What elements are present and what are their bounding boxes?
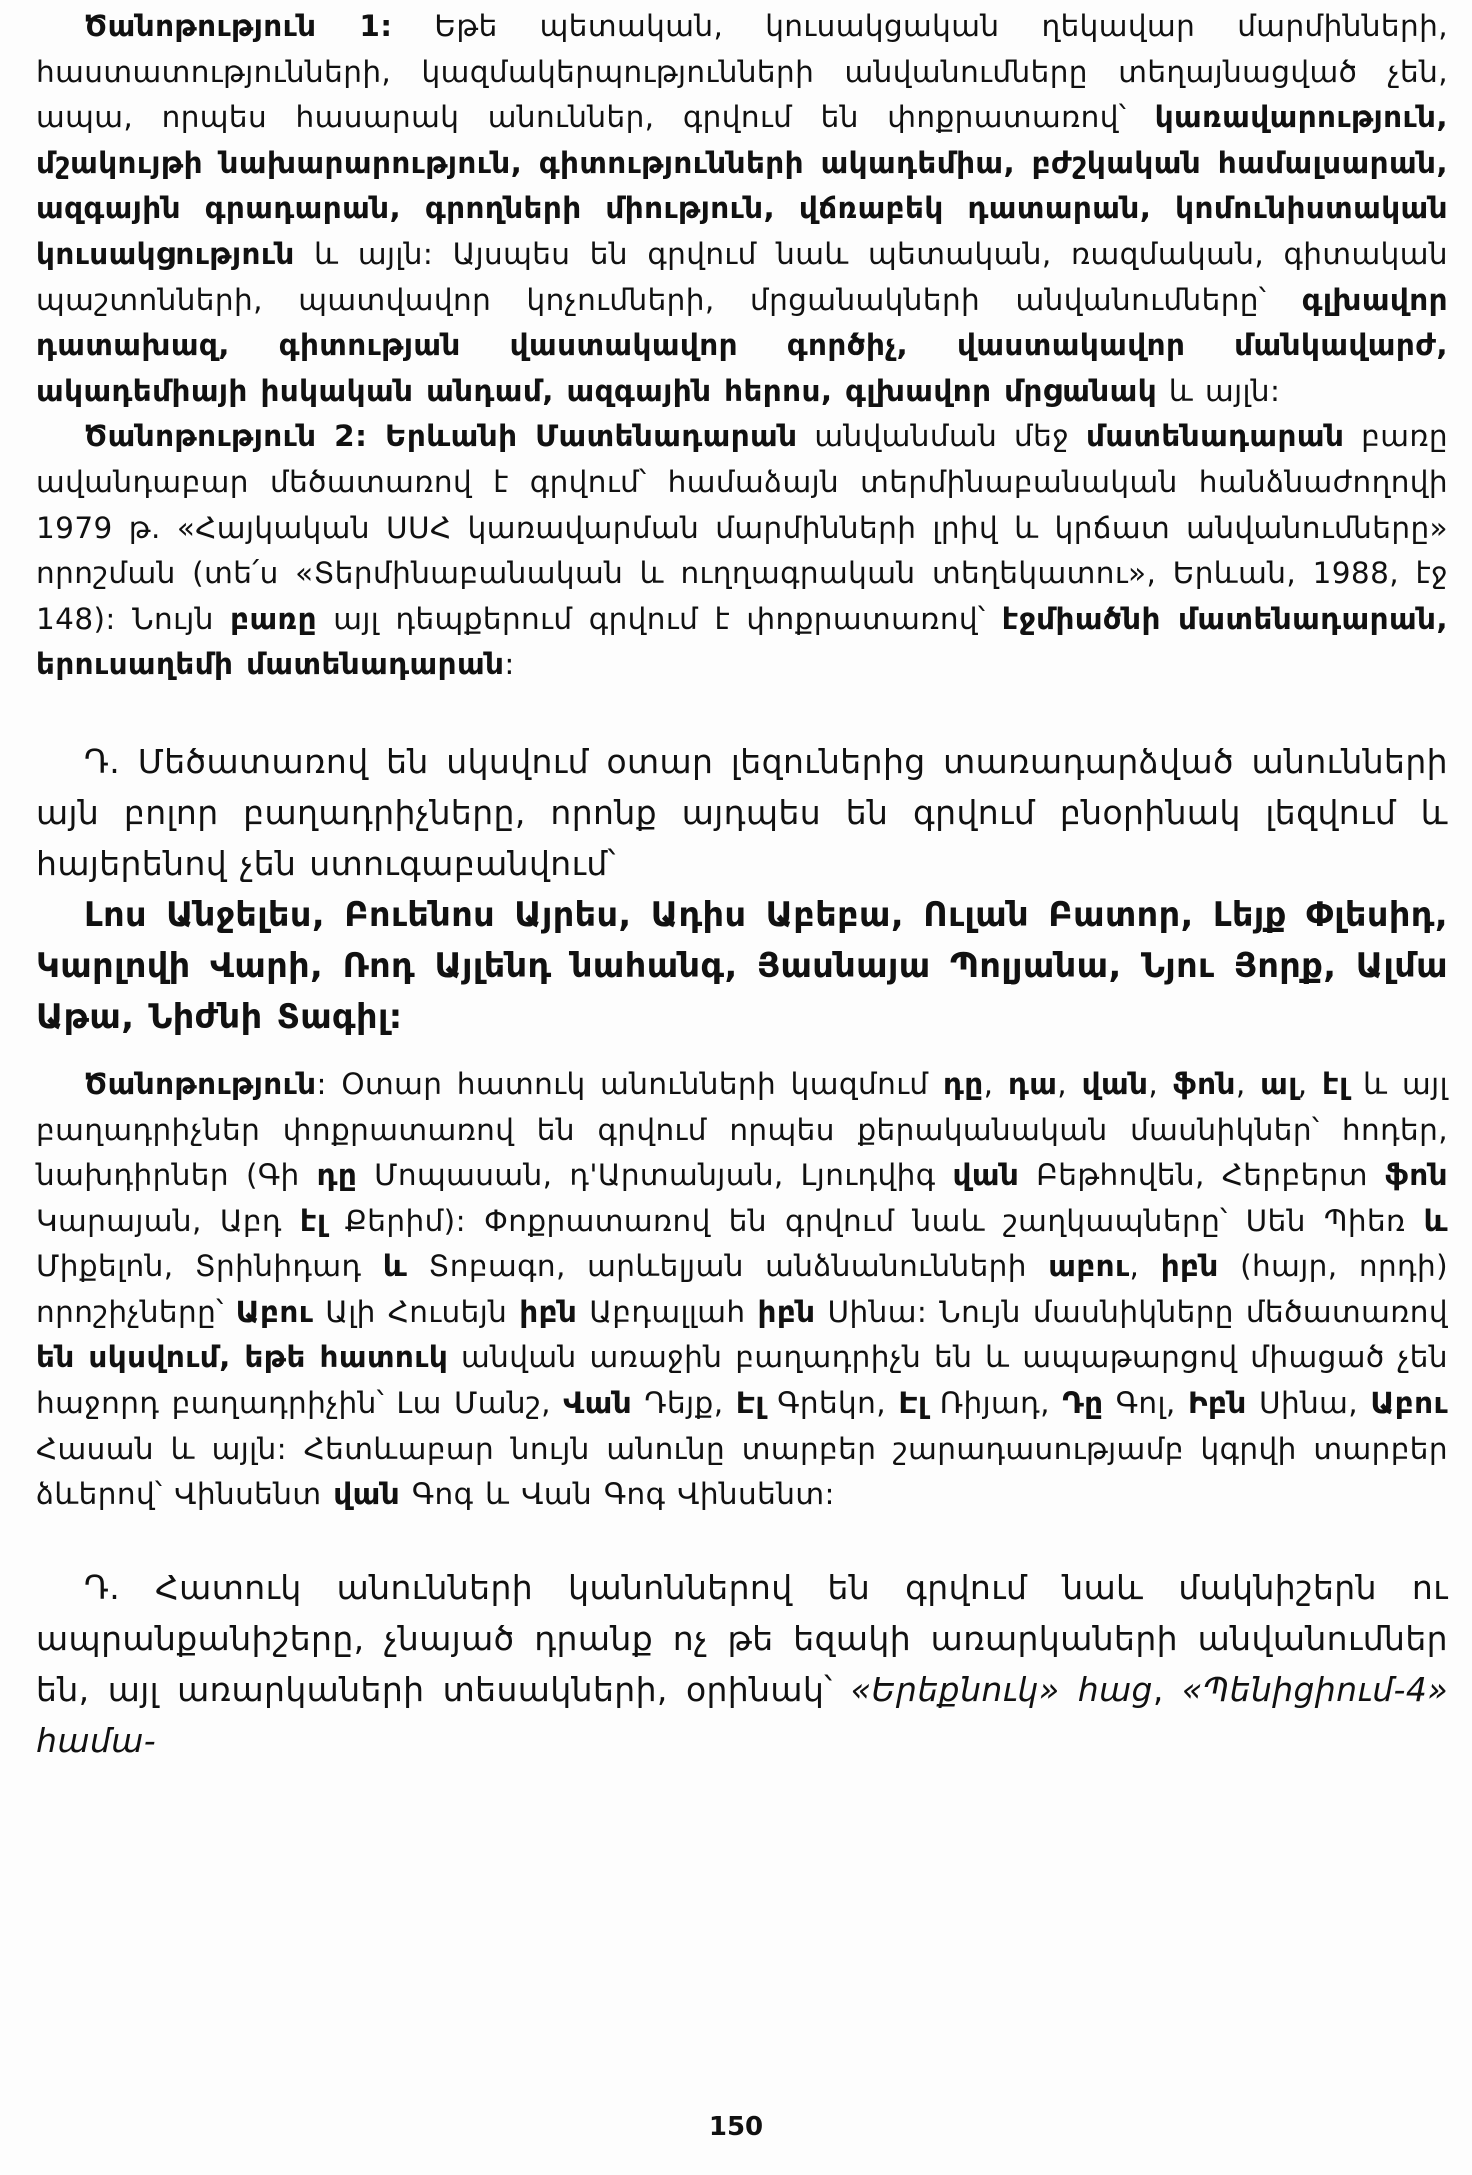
note-paragraph-3: Ծանոթություն: Օտար հատուկ անունների կազմում դը, դա, վան, ֆոն, ալ, էլ և այլ բաղադրիչներ փոքրատառով են գրվում որպես քերականական մասնիկներ՝ հոդեր, նախդիրներ (Գի դը Մոպասան, դ'Արտանյան, Լյուդվիգ վան Բեթհովեն, Հերբերտ ֆոն Կարայան, Աբդ էլ Քերիմ): Փոքրատառով են գրվում նաև շաղկապները՝ Սեն Պիեռ և Միքելոն, Տրինիդադ և Տոբագո, արևելյան անձնանունների աբու, իբն (հայր, որդի) որոշիչները՝ Աբու Ալի Հուսեյն իբն Աբդալլահ իբն Սինա: Նույն մասնիկները մեծատառով են սկսվում, եթե հատուկ անվան առաջին բաղադրիչն են և ապաթարցով միացած չեն հաջորդ բաղադրիչին՝ Լա Մանշ, Վան Դեյք, Էլ Գրեկո, Էլ Ռիյադ, Դը Գոլ, Իբն Սինա, Աբու Հասան և այլն: Հետևաբար նույն անունը տարբեր շարադասությամբ կգրվի տարբեր ձևերով՝ Վինսենտ վան Գոգ և Վան Գոգ Վինսենտ: [36,1066,1449,1512]
examples-paragraph: Լոս Անջելես, Բուենոս Այրես, Ադիս Աբեբա, Ուլան Բատոր, Լեյք Փլեսիդ, Կարլովի Վարի, Ռոդ Այլենդ նահանգ, Յասնայա Պոլյանա, Նյու Յորք, Ալմա Աթա, Նիժնի Տագիլ: [36,894,1448,1036]
note-text: : [504,647,515,682]
rule-paragraph-1: Դ. Մեծատառով են սկսվում օտար լեզուներից տառադարձված անունների այն բոլոր բաղադրիչները, որոնք այդպես են գրվում բնօրինակ լեզվում և հայերենով չեն ստուգաբանվում՝ [36,741,1448,883]
bold-term: բառը [230,601,317,636]
note-text: և այլն: [1157,373,1281,408]
note-paragraph-1 [36,4,1448,414]
bold-term: կառավարություն, մշակույթի նախարարություն, գիտությունների ակադեմիա, բժշկական համալսարան, ազգային գրադարան, գրողների միություն, վճռաբեկ դատարան, կոմունիստական կուսակցություն [36,100,1448,271]
italic-example: «Երեքնուկ» հաց [850,1669,1153,1709]
spacer [36,688,1448,736]
rule-paragraph-2: Դ. Հատուկ անունների կանոններով են գրվում նաև մակնիշերն ու ապրանքանիշերը, չնայած դրանք ոչ թե եզակի առարկաների անվանումներ են, այլ առարկաների տեսակների, օրինակ՝ «Երեքնուկ» հաց, «Պենիցիում-4» համա- [36,1567,1449,1760]
italic-example: «Պենիցիում-4» համա- [36,1669,1449,1760]
note-text: Եթե պետական, կուսակցական ղեկավար մարմինների, հաստատությունների, կազմակերպությունների անվանումները տեղայնացված չեն, ապա, որպես հասարակ անուններ, գրվում են փոքրատառով՝ [36,9,1448,135]
note-label: Ծանոթություն 1: [84,9,393,43]
spacer [36,1042,1448,1062]
note-text: բառը ավանդաբար մեծատառով է գրվում՝ համաձայն տերմինաբանական հանձնաժողովի 1979 թ. «Հայկական ՍՍՀ կառավարման մարմինների լրիվ և կրճատ անվանումները» որոշման (տե՛ս «Տերմինաբանական և ուղղագրական տեղեկատու», Երևան, 1988, էջ 148): Նույն [36,419,1448,636]
note-text: անվանման մեջ [797,419,1086,454]
note-label: Ծանոթություն 2: [84,419,368,454]
note-label: Ծանոթություն [84,1066,317,1101]
note-text: այլ դեպքերում գրվում է փոքրատառով՝ [316,601,1002,636]
bold-term: էջմիածնի մատենադարան, երուսաղեմի մատենադարան [36,601,1448,682]
bold-term: գլխավոր դատախազ, գիտության վաստակավոր գործիչ, վաստակավոր մանկավարժ, ակադեմիայի իսկական անդամ, ազգային հերոս, գլխավոր մրցանակ [36,282,1448,408]
bold-term: Երևանի Մատենադարան [367,419,798,454]
note-paragraph-2 [36,414,1448,688]
page-number: 150 [708,2112,764,2142]
bold-term: մատենադարան [1085,419,1345,454]
note-text: և այլն: Այսպես են գրվում նաև պետական, ռազմական, գիտական պաշտոնների, պատվավոր կոչումների, մրցանակների անվանումները՝ [36,236,1448,317]
spacer [36,1518,1448,1562]
